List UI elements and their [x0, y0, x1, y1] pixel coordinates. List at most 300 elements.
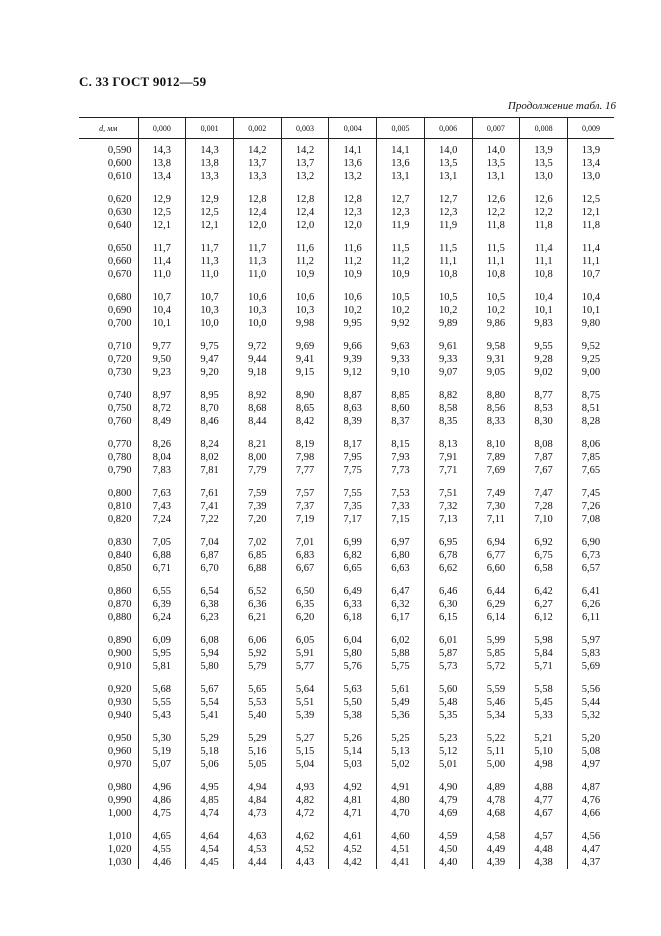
value-cell: 5,01	[424, 758, 472, 771]
value-cell: 12,5	[138, 206, 186, 219]
value-cell: 6,82	[329, 549, 377, 562]
value-cell: 7,04	[186, 526, 234, 549]
value-cell: 10,4	[138, 304, 186, 317]
diameter-cell: 0,920	[107, 684, 132, 695]
value-cell: 7,87	[520, 451, 568, 464]
value-cell: 4,52	[281, 843, 329, 856]
value-cell: 4,64	[186, 820, 234, 843]
table-row	[79, 157, 614, 170]
value-cell: 6,75	[520, 549, 568, 562]
value-cell: 4,68	[472, 807, 520, 820]
value-cell: 11,5	[472, 232, 520, 255]
value-cell: 6,41	[567, 575, 614, 598]
value-cell: 5,18	[186, 745, 234, 758]
value-cell: 8,87	[329, 379, 377, 402]
value-cell: 11,0	[138, 268, 186, 281]
value-cell: 5,53	[233, 696, 281, 709]
value-cell: 5,44	[567, 696, 614, 709]
value-cell: 5,04	[281, 758, 329, 771]
table-row	[79, 709, 614, 722]
value-cell: 4,75	[138, 807, 186, 820]
value-cell: 10,9	[377, 268, 425, 281]
value-cell: 13,0	[567, 170, 614, 183]
value-cell: 8,26	[138, 428, 186, 451]
column-header: 0,006	[424, 118, 472, 139]
value-cell: 4,82	[281, 794, 329, 807]
value-cell: 4,91	[377, 771, 425, 794]
value-cell: 6,85	[233, 549, 281, 562]
value-cell: 11,6	[281, 232, 329, 255]
value-cell: 6,33	[329, 598, 377, 611]
diameter-cell: 0,630	[107, 207, 132, 218]
value-cell: 7,15	[377, 513, 425, 526]
value-cell: 9,47	[186, 353, 234, 366]
value-cell: 12,7	[424, 183, 472, 206]
table-row	[79, 807, 614, 820]
value-cell: 12,2	[520, 206, 568, 219]
value-cell: 9,63	[377, 330, 425, 353]
value-cell: 7,65	[567, 464, 614, 477]
table-row	[79, 794, 614, 807]
value-cell: 6,46	[424, 575, 472, 598]
table-row	[79, 304, 614, 317]
value-cell: 5,03	[329, 758, 377, 771]
value-cell: 5,49	[377, 696, 425, 709]
value-cell: 10,7	[138, 281, 186, 304]
value-cell: 5,88	[377, 647, 425, 660]
value-cell: 6,18	[329, 611, 377, 624]
value-cell: 13,1	[472, 170, 520, 183]
column-header: 0,008	[520, 118, 568, 139]
diameter-cell: 0,750	[107, 403, 132, 414]
table-row	[79, 232, 614, 255]
value-cell: 10,5	[377, 281, 425, 304]
value-cell: 5,64	[281, 673, 329, 696]
value-cell: 7,89	[472, 451, 520, 464]
value-cell: 13,6	[377, 157, 425, 170]
value-cell: 8,00	[233, 451, 281, 464]
value-cell: 6,65	[329, 562, 377, 575]
value-cell: 7,35	[329, 500, 377, 513]
diameter-cell: 0,760	[107, 416, 132, 427]
value-cell: 5,10	[520, 745, 568, 758]
value-cell: 10,8	[520, 268, 568, 281]
value-cell: 5,80	[329, 647, 377, 660]
table-row	[79, 330, 614, 353]
value-cell: 7,45	[567, 477, 614, 500]
value-cell: 5,71	[520, 660, 568, 673]
value-cell: 8,37	[377, 415, 425, 428]
value-cell: 7,08	[567, 513, 614, 526]
value-cell: 5,48	[424, 696, 472, 709]
diameter-cell: 0,990	[107, 795, 132, 806]
value-cell: 5,25	[377, 722, 425, 745]
value-cell: 12,0	[281, 219, 329, 232]
diameter-cell: 0,670	[107, 269, 132, 280]
value-cell: 9,69	[281, 330, 329, 353]
value-cell: 8,13	[424, 428, 472, 451]
value-cell: 10,1	[138, 317, 186, 330]
value-cell: 4,94	[233, 771, 281, 794]
column-header: 0,005	[377, 118, 425, 139]
value-cell: 4,87	[567, 771, 614, 794]
value-cell: 7,63	[138, 477, 186, 500]
value-cell: 7,41	[186, 500, 234, 513]
value-cell: 6,11	[567, 611, 614, 624]
column-header: 0,002	[233, 118, 281, 139]
value-cell: 9,33	[424, 353, 472, 366]
value-cell: 9,10	[377, 366, 425, 379]
value-cell: 5,19	[138, 745, 186, 758]
value-cell: 6,95	[424, 526, 472, 549]
value-cell: 9,44	[233, 353, 281, 366]
value-cell: 7,32	[424, 500, 472, 513]
table-body	[79, 139, 614, 870]
diameter-cell: 0,880	[107, 612, 132, 623]
value-cell: 12,0	[233, 219, 281, 232]
value-cell: 5,34	[472, 709, 520, 722]
value-cell: 5,85	[472, 647, 520, 660]
value-cell: 8,72	[138, 402, 186, 415]
value-cell: 6,06	[233, 624, 281, 647]
value-cell: 9,28	[520, 353, 568, 366]
diameter-cell: 0,890	[107, 635, 132, 646]
value-cell: 5,94	[186, 647, 234, 660]
value-cell: 7,17	[329, 513, 377, 526]
value-cell: 8,53	[520, 402, 568, 415]
value-cell: 4,73	[233, 807, 281, 820]
diameter-cell: 0,590	[107, 145, 132, 156]
value-cell: 5,68	[138, 673, 186, 696]
value-cell: 6,29	[472, 598, 520, 611]
diameter-cell: 1,010	[107, 831, 132, 842]
value-cell: 7,53	[377, 477, 425, 500]
value-cell: 4,67	[520, 807, 568, 820]
diameter-cell: 0,980	[107, 782, 132, 793]
value-cell: 7,19	[281, 513, 329, 526]
value-cell: 5,60	[424, 673, 472, 696]
value-cell: 8,15	[377, 428, 425, 451]
column-header: d, мм	[79, 118, 138, 139]
value-cell: 12,9	[186, 183, 234, 206]
value-cell: 4,53	[233, 843, 281, 856]
value-cell: 5,81	[138, 660, 186, 673]
table-row	[79, 402, 614, 415]
value-cell: 14,0	[472, 139, 520, 158]
value-cell: 6,99	[329, 526, 377, 549]
table-row	[79, 139, 614, 158]
table-row	[79, 673, 614, 696]
table-row	[79, 611, 614, 624]
value-cell: 10,2	[329, 304, 377, 317]
value-cell: 9,83	[520, 317, 568, 330]
value-cell: 6,52	[233, 575, 281, 598]
value-cell: 6,21	[233, 611, 281, 624]
value-cell: 5,33	[520, 709, 568, 722]
value-cell: 10,9	[329, 268, 377, 281]
value-cell: 4,41	[377, 856, 425, 869]
value-cell: 7,93	[377, 451, 425, 464]
value-cell: 7,33	[377, 500, 425, 513]
value-cell: 9,86	[472, 317, 520, 330]
value-cell: 5,76	[329, 660, 377, 673]
value-cell: 9,02	[520, 366, 568, 379]
value-cell: 6,60	[472, 562, 520, 575]
value-cell: 6,44	[472, 575, 520, 598]
table-row	[79, 575, 614, 598]
value-cell: 8,63	[329, 402, 377, 415]
value-cell: 6,50	[281, 575, 329, 598]
diameter-cell: 0,610	[107, 171, 132, 182]
value-cell: 5,26	[329, 722, 377, 745]
value-cell: 6,88	[138, 549, 186, 562]
value-cell: 7,49	[472, 477, 520, 500]
value-cell: 4,62	[281, 820, 329, 843]
value-cell: 4,56	[567, 820, 614, 843]
value-cell: 10,1	[520, 304, 568, 317]
value-cell: 12,4	[233, 206, 281, 219]
value-cell: 4,80	[377, 794, 425, 807]
value-cell: 5,20	[567, 722, 614, 745]
value-cell: 8,30	[520, 415, 568, 428]
value-cell: 7,11	[472, 513, 520, 526]
value-cell: 6,42	[520, 575, 568, 598]
value-cell: 4,89	[472, 771, 520, 794]
value-cell: 11,5	[424, 232, 472, 255]
value-cell: 5,84	[520, 647, 568, 660]
table-row	[79, 562, 614, 575]
table-row	[79, 415, 614, 428]
value-cell: 5,40	[233, 709, 281, 722]
value-cell: 13,2	[281, 170, 329, 183]
value-cell: 6,17	[377, 611, 425, 624]
column-header: 0,009	[567, 118, 614, 139]
value-cell: 6,77	[472, 549, 520, 562]
value-cell: 8,33	[472, 415, 520, 428]
value-cell: 6,57	[567, 562, 614, 575]
value-cell: 6,58	[520, 562, 568, 575]
value-cell: 5,14	[329, 745, 377, 758]
value-cell: 4,52	[329, 843, 377, 856]
value-cell: 8,51	[567, 402, 614, 415]
value-cell: 11,3	[233, 255, 281, 268]
diameter-cell: 0,660	[107, 256, 132, 267]
value-cell: 8,17	[329, 428, 377, 451]
value-cell: 4,39	[472, 856, 520, 869]
table-row	[79, 500, 614, 513]
value-cell: 4,47	[567, 843, 614, 856]
value-cell: 9,18	[233, 366, 281, 379]
diameter-cell: 0,690	[107, 305, 132, 316]
value-cell: 9,92	[377, 317, 425, 330]
diameter-cell: 1,000	[107, 808, 132, 819]
value-cell: 6,09	[138, 624, 186, 647]
diameter-cell: 0,970	[107, 759, 132, 770]
value-cell: 4,93	[281, 771, 329, 794]
value-cell: 6,27	[520, 598, 568, 611]
value-cell: 5,12	[424, 745, 472, 758]
value-cell: 13,9	[520, 139, 568, 158]
value-cell: 11,2	[329, 255, 377, 268]
value-cell: 6,70	[186, 562, 234, 575]
value-cell: 5,41	[186, 709, 234, 722]
value-cell: 4,45	[186, 856, 234, 869]
value-cell: 6,90	[567, 526, 614, 549]
value-cell: 5,07	[138, 758, 186, 771]
value-cell: 11,2	[281, 255, 329, 268]
diameter-cell: 0,860	[107, 586, 132, 597]
value-cell: 5,73	[424, 660, 472, 673]
value-cell: 10,3	[281, 304, 329, 317]
value-cell: 9,25	[567, 353, 614, 366]
value-cell: 8,70	[186, 402, 234, 415]
value-cell: 5,72	[472, 660, 520, 673]
value-cell: 5,95	[138, 647, 186, 660]
value-cell: 8,68	[233, 402, 281, 415]
value-cell: 10,2	[424, 304, 472, 317]
value-cell: 12,9	[138, 183, 186, 206]
diameter-cell: 0,800	[107, 488, 132, 499]
value-cell: 9,52	[567, 330, 614, 353]
value-cell: 8,75	[567, 379, 614, 402]
value-cell: 12,3	[329, 206, 377, 219]
value-cell: 12,4	[281, 206, 329, 219]
value-cell: 5,61	[377, 673, 425, 696]
value-cell: 6,67	[281, 562, 329, 575]
column-header: 0,000	[138, 118, 186, 139]
table-row	[79, 281, 614, 304]
value-cell: 4,92	[329, 771, 377, 794]
value-cell: 5,67	[186, 673, 234, 696]
value-cell: 8,58	[424, 402, 472, 415]
value-cell: 7,39	[233, 500, 281, 513]
value-cell: 8,95	[186, 379, 234, 402]
value-cell: 7,83	[138, 464, 186, 477]
value-cell: 9,66	[329, 330, 377, 353]
value-cell: 6,02	[377, 624, 425, 647]
value-cell: 13,1	[377, 170, 425, 183]
value-cell: 7,85	[567, 451, 614, 464]
value-cell: 4,44	[233, 856, 281, 869]
value-cell: 7,05	[138, 526, 186, 549]
table-row	[79, 624, 614, 647]
value-cell: 7,75	[329, 464, 377, 477]
value-cell: 12,5	[567, 183, 614, 206]
value-cell: 10,6	[329, 281, 377, 304]
value-cell: 13,2	[329, 170, 377, 183]
value-cell: 14,1	[377, 139, 425, 158]
value-cell: 4,70	[377, 807, 425, 820]
value-cell: 5,91	[281, 647, 329, 660]
value-cell: 13,6	[329, 157, 377, 170]
value-cell: 6,62	[424, 562, 472, 575]
table-row	[79, 647, 614, 660]
value-cell: 5,02	[377, 758, 425, 771]
page-header: С. 33 ГОСТ 9012—59	[79, 74, 207, 89]
data-table	[79, 117, 614, 869]
diameter-cell: 0,770	[107, 439, 132, 450]
value-cell: 8,21	[233, 428, 281, 451]
value-cell: 9,61	[424, 330, 472, 353]
column-header: 0,001	[186, 118, 234, 139]
value-cell: 5,39	[281, 709, 329, 722]
value-cell: 13,9	[567, 139, 614, 158]
value-cell: 10,3	[186, 304, 234, 317]
value-cell: 4,60	[377, 820, 425, 843]
value-cell: 9,98	[281, 317, 329, 330]
value-cell: 8,02	[186, 451, 234, 464]
value-cell: 8,60	[377, 402, 425, 415]
table-header-row	[79, 118, 614, 139]
value-cell: 6,24	[138, 611, 186, 624]
value-cell: 7,71	[424, 464, 472, 477]
value-cell: 4,85	[186, 794, 234, 807]
value-cell: 4,50	[424, 843, 472, 856]
value-cell: 13,3	[233, 170, 281, 183]
value-cell: 6,14	[472, 611, 520, 624]
value-cell: 5,05	[233, 758, 281, 771]
diameter-cell: 0,780	[107, 452, 132, 463]
value-cell: 7,55	[329, 477, 377, 500]
diameter-cell: 0,870	[107, 599, 132, 610]
value-cell: 9,89	[424, 317, 472, 330]
value-cell: 6,87	[186, 549, 234, 562]
value-cell: 5,38	[329, 709, 377, 722]
value-cell: 5,58	[520, 673, 568, 696]
value-cell: 8,04	[138, 451, 186, 464]
value-cell: 7,73	[377, 464, 425, 477]
value-cell: 14,2	[233, 139, 281, 158]
value-cell: 10,4	[520, 281, 568, 304]
value-cell: 7,59	[233, 477, 281, 500]
value-cell: 4,43	[281, 856, 329, 869]
value-cell: 11,4	[520, 232, 568, 255]
value-cell: 5,43	[138, 709, 186, 722]
value-cell: 10,5	[424, 281, 472, 304]
value-cell: 8,49	[138, 415, 186, 428]
value-cell: 14,3	[138, 139, 186, 158]
diameter-cell: 0,790	[107, 465, 132, 476]
value-cell: 14,2	[281, 139, 329, 158]
value-cell: 11,0	[186, 268, 234, 281]
value-cell: 4,66	[567, 807, 614, 820]
table-row	[79, 513, 614, 526]
value-cell: 4,74	[186, 807, 234, 820]
value-cell: 4,58	[472, 820, 520, 843]
value-cell: 8,06	[567, 428, 614, 451]
table-row	[79, 722, 614, 745]
diameter-cell: 0,680	[107, 292, 132, 303]
value-cell: 8,46	[186, 415, 234, 428]
value-cell: 7,10	[520, 513, 568, 526]
value-cell: 4,77	[520, 794, 568, 807]
table-row	[79, 464, 614, 477]
value-cell: 7,37	[281, 500, 329, 513]
value-cell: 9,55	[520, 330, 568, 353]
value-cell: 4,51	[377, 843, 425, 856]
diameter-cell: 0,740	[107, 390, 132, 401]
value-cell: 5,16	[233, 745, 281, 758]
value-cell: 7,61	[186, 477, 234, 500]
value-cell: 7,26	[567, 500, 614, 513]
diameter-cell: 0,850	[107, 563, 132, 574]
value-cell: 4,63	[233, 820, 281, 843]
value-cell: 5,83	[567, 647, 614, 660]
value-cell: 6,30	[424, 598, 472, 611]
value-cell: 4,38	[520, 856, 568, 869]
value-cell: 6,32	[377, 598, 425, 611]
value-cell: 11,7	[138, 232, 186, 255]
